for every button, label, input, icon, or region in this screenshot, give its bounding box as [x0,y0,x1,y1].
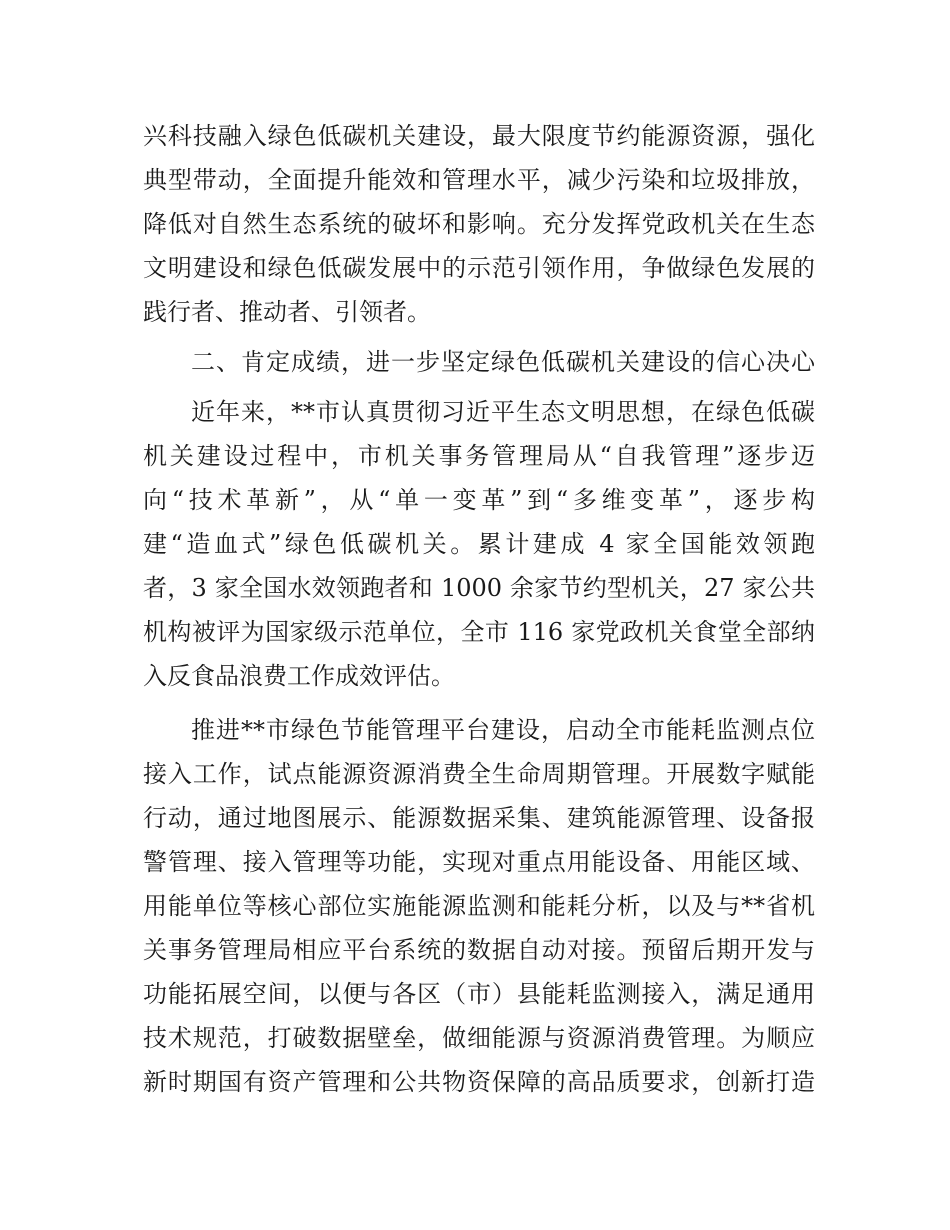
body-text-line: 降低对自然生态系统的破坏和影响。充分发挥党政机关在生态 [143,210,815,238]
body-text-line: 机关建设过程中，市机关事务管理局从“自我管理”逐步迈 [143,442,815,470]
body-text-line: 文明建设和绿色低碳发展中的示范引领作用，争做绿色发展的 [143,254,815,282]
body-text-line: 兴科技融入绿色低碳机关建设，最大限度节约能源资源，强化 [143,122,815,150]
body-text-line: 推进**市绿色节能管理平台建设，启动全市能耗监测点位 [191,716,815,744]
body-text-line: 接入工作，试点能源资源消费全生命周期管理。开展数字赋能 [143,760,815,788]
body-text-line: 功能拓展空间，以便与各区（市）县能耗监测接入，满足通用 [143,980,815,1008]
body-text-line: 者，3 家全国水效领跑者和 1000 余家节约型机关，27 家公共 [143,574,815,602]
body-text-line: 近年来，**市认真贯彻习近平生态文明思想，在绿色低碳 [191,398,815,426]
body-text-line: 向“技术革新”，从“单一变革”到“多维变革”，逐步构 [143,486,815,514]
body-text-line: 行动，通过地图展示、能源数据采集、建筑能源管理、设备报 [143,804,815,832]
body-text-line: 警管理、接入管理等功能，实现对重点用能设备、用能区域、 [143,848,815,876]
body-text-line: 技术规范，打破数据壁垒，做细能源与资源消费管理。为顺应 [143,1024,815,1052]
section-heading: 二、肯定成绩，进一步坚定绿色低碳机关建设的信心决心 [191,348,815,376]
body-text-line: 关事务管理局相应平台系统的数据自动对接。预留后期开发与 [143,936,815,964]
body-text-line: 入反食品浪费工作成效评估。 [143,662,455,690]
body-text-line: 用能单位等核心部位实施能源监测和能耗分析，以及与**省机 [143,892,815,920]
body-text-line: 机构被评为国家级示范单位，全市 116 家党政机关食堂全部纳 [143,618,815,646]
body-text-line: 典型带动，全面提升能效和管理水平，减少污染和垃圾排放， [143,166,815,194]
body-text-line: 践行者、推动者、引领者。 [143,298,431,326]
body-text-line: 新时期国有资产管理和公共物资保障的高品质要求，创新打造 [143,1068,815,1096]
body-text-line: 建“造血式”绿色低碳机关。累计建成 4 家全国能效领跑 [143,530,815,558]
